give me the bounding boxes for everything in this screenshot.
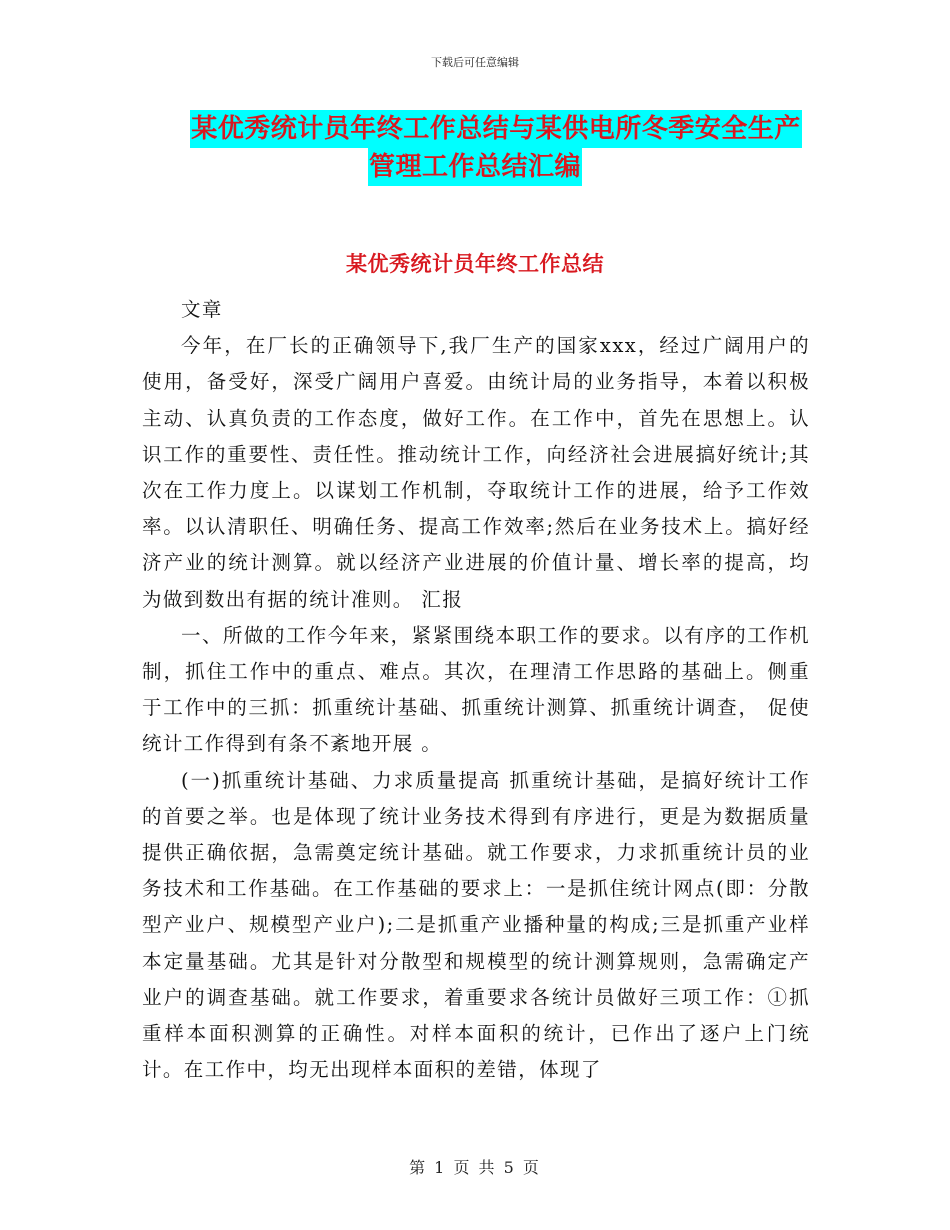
paragraph: (一)抓重统计基础、力求质量提高 抓重统计基础，是搞好统计工作的首要之举。也是体现了统计业务技术得到有序进行，更是为数据质量提供正确依据，急需奠定统计基础。就工作要求，力求抓重统计员的业务技术和工作基础。在工作基础的要求上：一是抓住统计网点(即：分散型产业户、规模型产业户);二是抓重产业播种量的构成;三是抓重产业样本定量基础。尤其是针对分散型和规模型的统计测算规则，急需确定产业户的调查基础。就工作要求，着重要求各统计员做好三项工作：①抓重样本面积测算的正确性。对样本面积的统计，已作出了逐户上门统计。在工作中，均无出现样本面积的差错，体现了 — [142, 768, 810, 1082]
paragraph: 一、所做的工作今年来，紧紧围绕本职工作的要求。以有序的工作机制，抓住工作中的重点、难点。其次，在理清工作思路的基础上。侧重于工作中的三抓：抓重统计基础、抓重统计测算、抓重统计调查， 促使统计工作得到有条不紊地开展 。 — [142, 623, 810, 756]
page-header: 下载后可任意编辑 — [431, 56, 519, 69]
page-number-footer: 第 1 页 共 5 页 — [409, 1158, 541, 1177]
title-line-1: 某优秀统计员年终工作总结与某供电所冬季安全生产 — [190, 110, 802, 148]
body-text — [142, 292, 810, 1088]
section-title: 某优秀统计员年终工作总结 — [346, 252, 604, 276]
paragraph-label: 文章 — [181, 298, 223, 321]
document-title — [0, 110, 950, 186]
title-line-2: 管理工作总结汇编 — [368, 148, 582, 186]
paragraph: 今年，在厂长的正确领导下,我厂生产的国家xxx，经过广阔用户的使用，备受好，深受广阔用户喜爱。由统计局的业务指导，本着以积极主动、认真负责的工作态度，做好工作。在工作中，首先在思想上。认识工作的重要性、责任性。推动统计工作，向经济社会进展搞好统计;其次在工作力度上。以谋划工作机制，夺取统计工作的进展，给予工作效率。以认清职任、明确任务、提高工作效率;然后在业务技术上。搞好经济产业的统计测算。就以经济产业进展的价值计量、增长率的提高，均为做到数出有据的统计准则。 汇报 — [142, 334, 810, 611]
